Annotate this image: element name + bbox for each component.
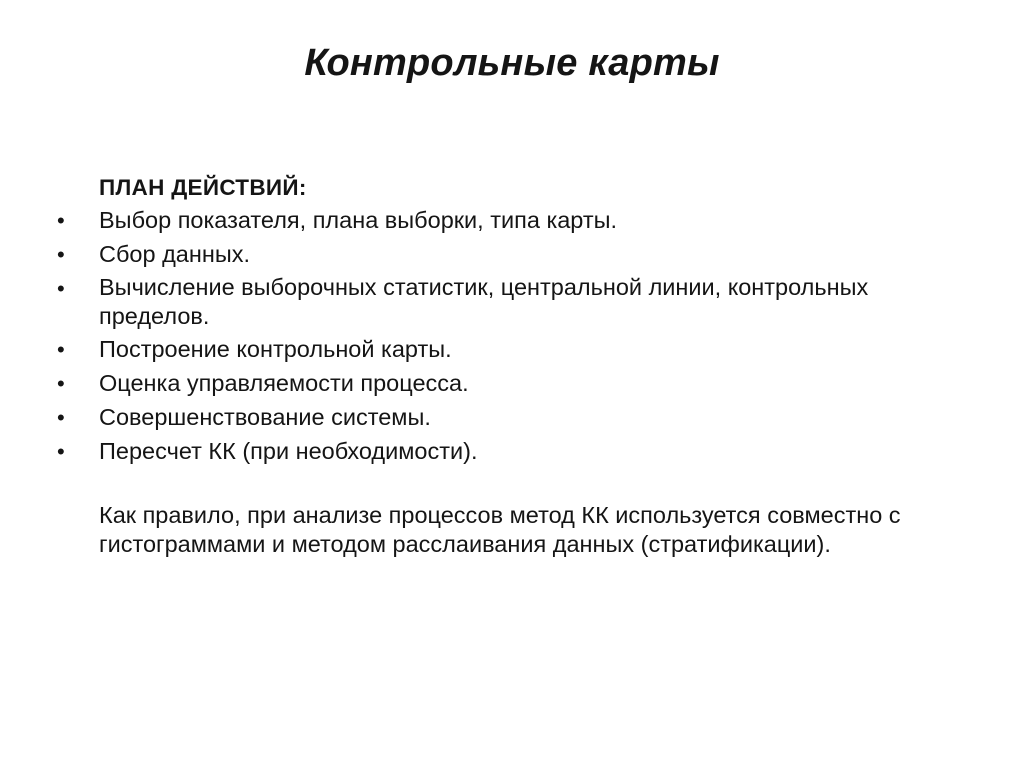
list-item-text: Вычисление выборочных статистик, центральной линии, контрольных пределов.	[99, 274, 869, 329]
note-paragraph: Как правило, при анализе процессов метод КК используется совместно с гистограммами и методом расслаивания данных (стратификации).	[99, 502, 901, 557]
list-item-text: Совершенствование системы.	[99, 404, 431, 430]
bullet-icon: •	[57, 337, 65, 362]
slide-title: Контрольные карты	[304, 42, 720, 84]
bullet-icon: •	[57, 439, 65, 464]
bullet-icon: •	[57, 276, 65, 301]
list-item	[56, 368, 956, 399]
list-item-text: Построение контрольной карты.	[99, 336, 452, 362]
list-item	[56, 273, 956, 331]
bullet-icon: •	[57, 371, 65, 396]
list-item-text: Выбор показателя, плана выборки, типа карты.	[99, 207, 618, 233]
plan-heading: ПЛАН ДЕЙСТВИЙ:	[99, 175, 307, 200]
list-item-text: Сбор данных.	[99, 241, 251, 267]
bullet-icon: •	[57, 242, 65, 267]
list-item-text: Оценка управляемости процесса.	[99, 370, 469, 396]
list-item	[56, 239, 956, 270]
list-item	[56, 436, 956, 467]
list-item-text: Пересчет КК (при необходимости).	[99, 438, 478, 464]
action-plan-list	[56, 205, 956, 467]
bullet-icon: •	[57, 208, 65, 233]
slide-content	[56, 172, 956, 559]
list-item	[56, 402, 956, 433]
bullet-icon: •	[57, 405, 65, 430]
list-item	[56, 334, 956, 365]
list-item	[56, 205, 956, 236]
